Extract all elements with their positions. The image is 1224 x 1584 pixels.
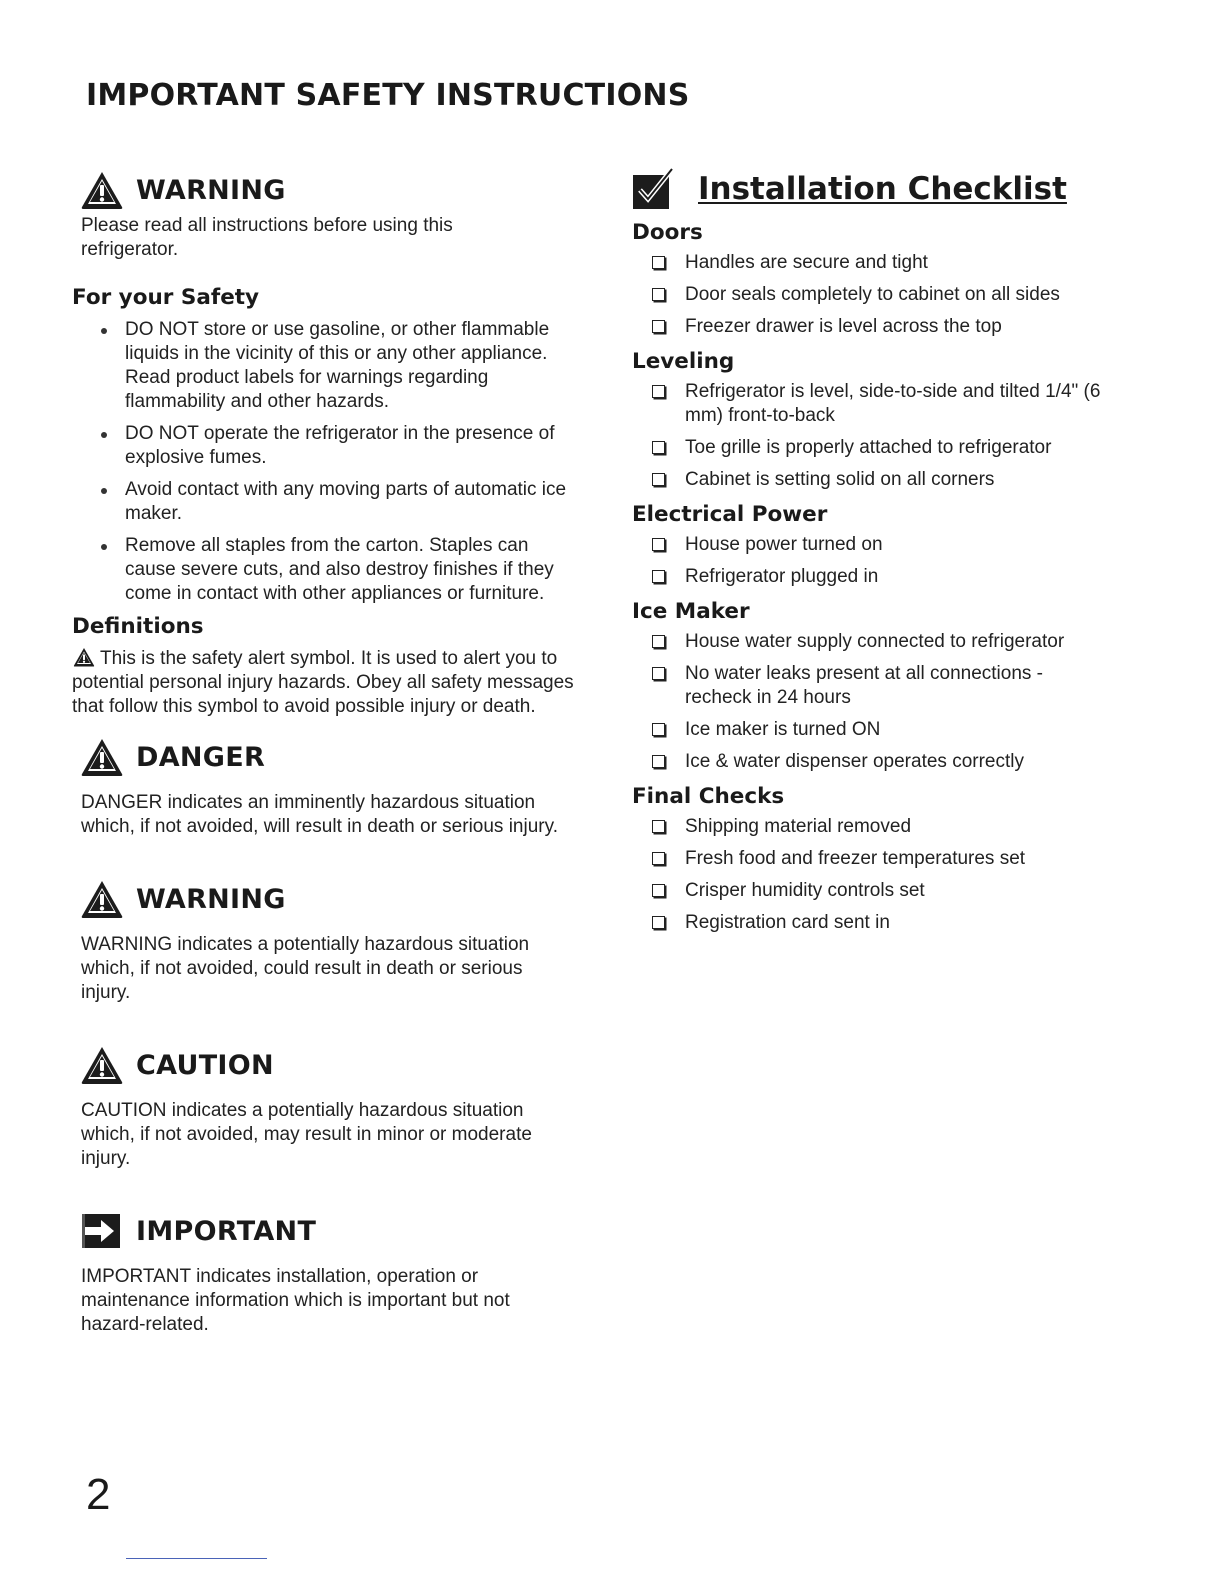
warning-top-text: Please read all instructions before using this refrigerator.	[81, 215, 453, 260]
checkbox-icon[interactable]	[652, 884, 665, 897]
checklist-item[interactable]: Ice & water dispenser operates correctly	[632, 750, 1112, 774]
checklist-item[interactable]: No water leaks present at all connections - recheck in 24 hours	[632, 662, 1112, 710]
page-number: 2	[86, 1470, 111, 1519]
list-item: DO NOT operate the refrigerator in the presence of explosive fumes.	[72, 422, 582, 470]
checkbox-icon[interactable]	[652, 916, 665, 929]
definitions-heading: Definitions	[72, 614, 204, 639]
checklist-electrical	[632, 533, 1112, 589]
checklist-item[interactable]: House power turned on	[632, 533, 1112, 557]
safety-column	[72, 170, 582, 1337]
page-title: IMPORTANT SAFETY INSTRUCTIONS	[86, 78, 690, 113]
warning-text: WARNING indicates a potentially hazardous situation which, if not avoided, could result in death or serious injury.	[81, 934, 530, 1003]
checklist-item[interactable]: Cabinet is setting solid on all corners	[632, 468, 1112, 492]
checklist-heading-ice-maker: Ice Maker	[632, 599, 750, 624]
checklist-heading-doors: Doors	[632, 220, 703, 245]
checklist-item[interactable]: Shipping material removed	[632, 815, 1112, 839]
safety-heading: For your Safety	[72, 285, 260, 310]
checklist-item[interactable]: Fresh food and freezer temperatures set	[632, 847, 1112, 871]
danger-text: DANGER indicates an imminently hazardous situation which, if not avoided, will result in death or serious injury.	[81, 792, 558, 837]
checklist-item[interactable]: Freezer drawer is level across the top	[632, 315, 1112, 339]
list-item: Avoid contact with any moving parts of automatic ice maker.	[72, 478, 582, 526]
checklist-item[interactable]: Handles are secure and tight	[632, 251, 1112, 275]
checklist-item[interactable]: Ice maker is turned ON	[632, 718, 1112, 742]
checklist-doors	[632, 251, 1112, 339]
checkbox-icon[interactable]	[652, 852, 665, 865]
warning-header	[80, 879, 582, 919]
caution-word: CAUTION	[136, 1049, 274, 1081]
checklist-heading-final-checks: Final Checks	[632, 784, 785, 809]
checklist-item[interactable]: Registration card sent in	[632, 911, 1112, 935]
checklist-item[interactable]: Door seals completely to cabinet on all sides	[632, 283, 1112, 307]
checklist-ice-maker	[632, 630, 1112, 774]
footer-rule	[126, 1558, 267, 1559]
warning-top-header	[80, 170, 582, 210]
safety-alert-triangle-icon	[80, 879, 124, 919]
checkbox-icon[interactable]	[652, 473, 665, 486]
danger-header	[80, 737, 582, 777]
checklist-leveling	[632, 380, 1112, 492]
checklist-item[interactable]: Toe grille is properly attached to refrigerator	[632, 436, 1112, 460]
checkbox-icon[interactable]	[652, 667, 665, 680]
checkbox-icon[interactable]	[652, 755, 665, 768]
danger-word: DANGER	[136, 741, 266, 773]
caution-header	[80, 1045, 582, 1085]
installation-checklist	[632, 168, 1112, 945]
checklist-item[interactable]: Refrigerator plugged in	[632, 565, 1112, 589]
bullet-icon	[101, 544, 107, 550]
checklist-title-text: Installation Checklist	[698, 171, 1067, 207]
list-item: Remove all staples from the carton. Staples can cause severe cuts, and also destroy finishes if they come in contact with other appliances or furniture.	[72, 534, 582, 606]
checkbox-icon[interactable]	[652, 723, 665, 736]
warning-word: WARNING	[136, 883, 286, 915]
checkbox-icon[interactable]	[652, 385, 665, 398]
important-text: IMPORTANT indicates installation, operation or maintenance information which is important but not hazard-related.	[81, 1266, 510, 1335]
checkbox-icon[interactable]	[652, 288, 665, 301]
checkbox-icon[interactable]	[652, 320, 665, 333]
checklist-heading-leveling: Leveling	[632, 349, 735, 374]
arrow-right-icon	[80, 1211, 124, 1251]
list-item: DO NOT store or use gasoline, or other flammable liquids in the vicinity of this or any other appliance. Read product labels for warnings regarding flammability and other hazards.	[72, 318, 582, 414]
checked-box-icon	[632, 168, 676, 210]
important-word: IMPORTANT	[136, 1215, 317, 1247]
warning-word: WARNING	[136, 174, 286, 206]
checkbox-icon[interactable]	[652, 441, 665, 454]
checklist-item[interactable]: Refrigerator is level, side-to-side and tilted 1/4" (6 mm) front-to-back	[632, 380, 1112, 428]
safety-alert-triangle-icon	[80, 1045, 124, 1085]
checkbox-icon[interactable]	[652, 570, 665, 583]
caution-text: CAUTION indicates a potentially hazardous situation which, if not avoided, may result in minor or moderate injury.	[81, 1100, 532, 1169]
safety-alert-triangle-icon	[80, 170, 124, 210]
checkbox-icon[interactable]	[652, 538, 665, 551]
checkbox-icon[interactable]	[652, 256, 665, 269]
important-header	[80, 1211, 582, 1251]
definitions-text: This is the safety alert symbol. It is used to alert you to potential personal injury hazards. Obey all safety messages that follow this symbol to avoid possible injury or death.	[72, 648, 574, 717]
bullet-icon	[101, 488, 107, 494]
bullet-icon	[101, 328, 107, 334]
bullet-icon	[101, 432, 107, 438]
checklist-heading-electrical: Electrical Power	[632, 502, 828, 527]
checklist-item[interactable]: House water supply connected to refrigerator	[632, 630, 1112, 654]
checklist-item[interactable]: Crisper humidity controls set	[632, 879, 1112, 903]
checklist-final-checks	[632, 815, 1112, 935]
checkbox-icon[interactable]	[652, 820, 665, 833]
safety-alert-triangle-icon	[80, 737, 124, 777]
safety-list	[72, 318, 582, 606]
safety-alert-triangle-icon	[72, 647, 96, 667]
checklist-title	[632, 168, 1112, 210]
checkbox-icon[interactable]	[652, 635, 665, 648]
